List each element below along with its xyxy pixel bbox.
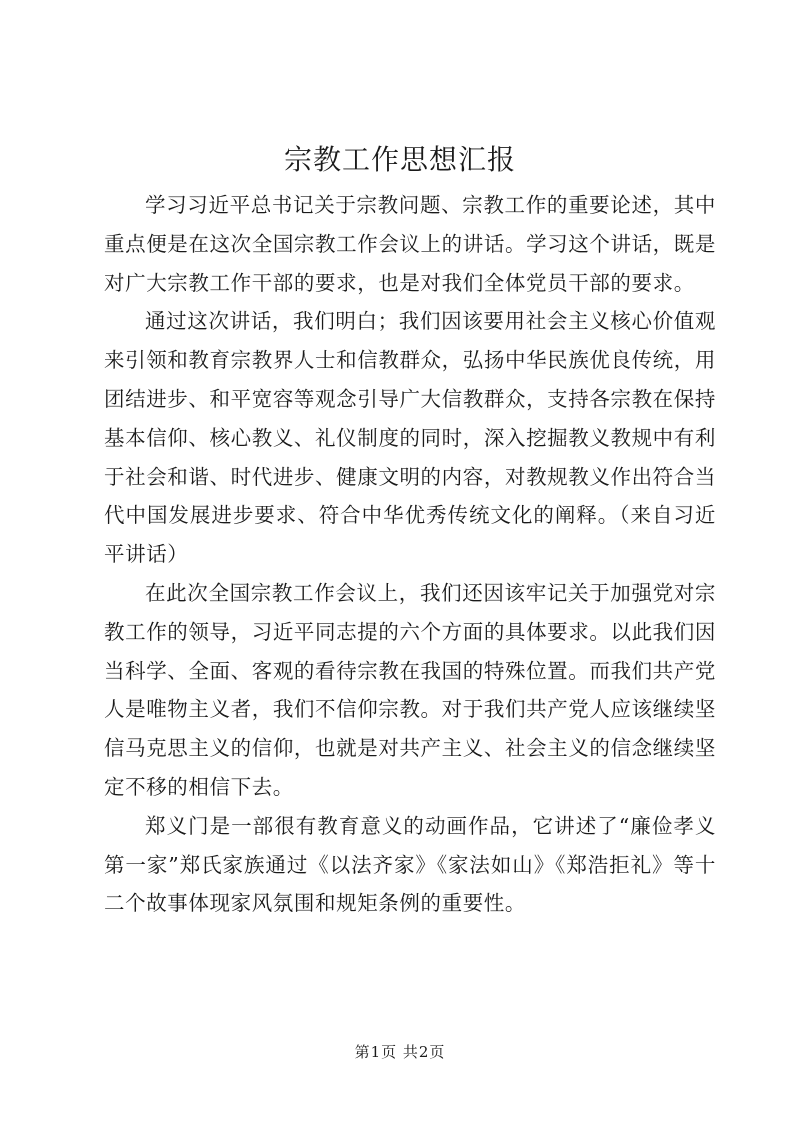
page-number-footer: 第1页 共2页 xyxy=(354,1043,446,1061)
paragraph-4: 郑义门是一部很有教育意义的动画作品，它讲述了“廉俭孝义第一家”郑氏家族通过《以法齐家》《家法如山》《郑浩拒礼》等十二个故事体现家风氛围和规矩条例的重要性。 xyxy=(104,813,716,916)
paragraph-1: 学习习近平总书记关于宗教问题、宗教工作的重要论述，其中重点便是在这次全国宗教工作会议上的讲话。学习这个讲话，既是对广大宗教工作干部的要求，也是对我们全体党员干部的要求。 xyxy=(104,193,716,295)
paragraph-2: 通过这次讲话，我们明白；我们因该要用社会主义核心价值观来引领和教育宗教界人士和信教群众，弘扬中华民族优良传统，用团结进步、和平宽容等观念引导广大信教群众，支持各宗教在保持基本信仰、核心教义、礼仪制度的同时，深入挖掘教义教规中有利于社会和谐、时代进步、健康文明的内容，对教规教义作出符合当代中国发展进步要求、符合中华优秀传统文化的阐释。（来自习近平讲话） xyxy=(104,309,716,567)
paragraph-3: 在此次全国宗教工作会议上，我们还因该牢记关于加强党对宗教工作的领导，习近平同志提的六个方面的具体要求。以此我们因当科学、全面、客观的看待宗教在我国的特殊位置。而我们共产党人是唯物主义者，我们不信仰宗教。对于我们共产党人应该继续坚信马克思主义的信仰，也就是对共产主义、社会主义的信念继续坚定不移的相信下去。 xyxy=(104,580,716,799)
document-body xyxy=(104,186,716,923)
document-title: 宗教工作思想汇报 xyxy=(283,143,516,176)
